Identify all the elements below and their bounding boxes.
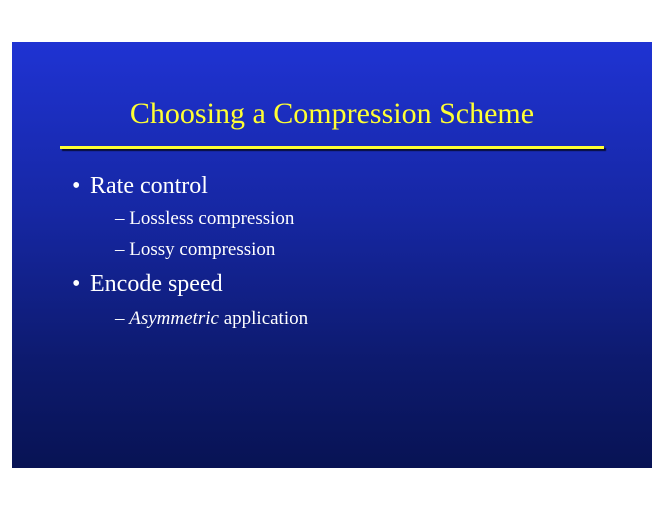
bullet-text: Encode speed: [90, 271, 223, 297]
emphasized-text: Asymmetric: [129, 308, 219, 329]
slide: [12, 42, 652, 468]
dash-icon: –: [115, 208, 125, 229]
bullet-icon: •: [72, 173, 81, 199]
slide-title: Choosing a Compression Scheme: [129, 97, 535, 130]
sub-bullet-item: [115, 307, 308, 331]
sub-bullet-text: application: [218, 308, 309, 329]
sub-bullet-text: Lossless compression: [129, 208, 295, 229]
sub-bullet-item: [115, 207, 294, 231]
dash-icon: –: [115, 308, 125, 329]
dash-icon: –: [115, 239, 125, 260]
bullet-item: [72, 270, 223, 298]
bullet-list: [12, 42, 652, 468]
sub-bullet-item: [115, 238, 275, 262]
bullet-text: Rate control: [90, 173, 208, 199]
bullet-item: [72, 172, 208, 200]
bullet-icon: •: [72, 271, 81, 297]
sub-bullet-text: Lossy compression: [129, 239, 276, 260]
